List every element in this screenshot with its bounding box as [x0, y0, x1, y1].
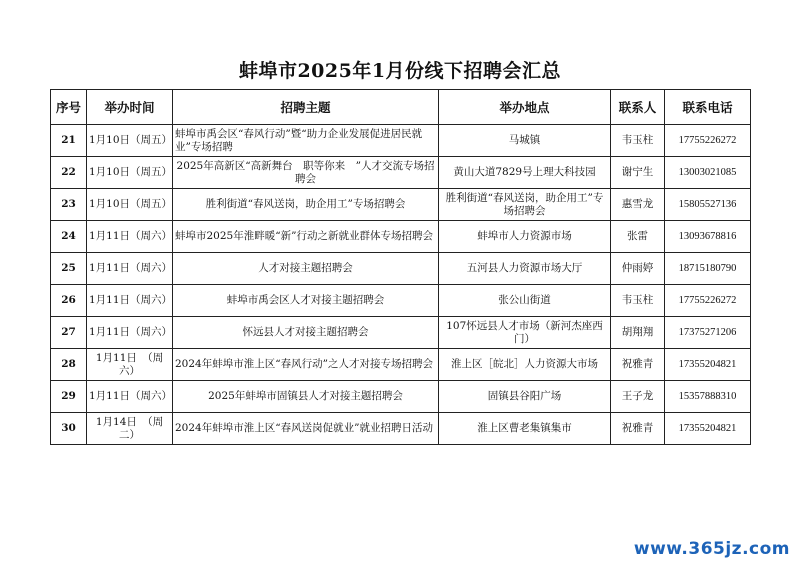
- row-date: 1月10日（周五）: [87, 125, 173, 157]
- row-contact: 仲雨婷: [611, 253, 665, 285]
- row-no: 28: [51, 349, 87, 381]
- row-topic: 2024年蚌埠市淮上区“春风送岗促就业”就业招聘日活动: [173, 413, 439, 445]
- row-date: 1月11日（周六）: [87, 381, 173, 413]
- row-phone: 17755226272: [665, 285, 751, 317]
- row-contact: 韦玉柱: [611, 125, 665, 157]
- header-date: 举办时间: [87, 90, 173, 125]
- table-row: [51, 349, 751, 381]
- row-date: 1月14日 （周二）: [87, 413, 173, 445]
- row-location: 固镇县谷阳广场: [439, 381, 611, 413]
- row-topic: 2024年蚌埠市淮上区“春风行动”之人才对接专场招聘会: [173, 349, 439, 381]
- table-row: [51, 317, 751, 349]
- table-row: [51, 285, 751, 317]
- row-location: 黄山大道7829号上理大科技园: [439, 157, 611, 189]
- row-topic: 怀远县人才对接主题招聘会: [173, 317, 439, 349]
- row-phone: 18715180790: [665, 253, 751, 285]
- row-contact: 谢宁生: [611, 157, 665, 189]
- job-fair-table: [50, 89, 751, 445]
- row-phone: 15805527136: [665, 189, 751, 221]
- row-phone: 17375271206: [665, 317, 751, 349]
- row-date: 1月10日（周五）: [87, 157, 173, 189]
- row-date: 1月11日（周六）: [87, 221, 173, 253]
- row-no: 24: [51, 221, 87, 253]
- header-phone: 联系电话: [665, 90, 751, 125]
- row-date: 1月11日（周六）: [87, 285, 173, 317]
- table-row: [51, 189, 751, 221]
- row-contact: 祝雅青: [611, 413, 665, 445]
- row-phone: 13093678816: [665, 221, 751, 253]
- row-no: 23: [51, 189, 87, 221]
- site-watermark: www.365jz.com: [633, 539, 790, 559]
- row-date: 1月11日（周六）: [87, 317, 173, 349]
- row-location: 张公山街道: [439, 285, 611, 317]
- row-date: 1月11日 （周六）: [87, 349, 173, 381]
- row-location: 五河县人力资源市场大厅: [439, 253, 611, 285]
- row-no: 30: [51, 413, 87, 445]
- row-no: 22: [51, 157, 87, 189]
- table-row: [51, 125, 751, 157]
- row-location: 淮上区曹老集镇集市: [439, 413, 611, 445]
- row-location: 淮上区［皖北］人力资源大市场: [439, 349, 611, 381]
- row-no: 27: [51, 317, 87, 349]
- row-no: 25: [51, 253, 87, 285]
- row-contact: 祝雅青: [611, 349, 665, 381]
- row-phone: 17355204821: [665, 349, 751, 381]
- table-row: [51, 221, 751, 253]
- header-row: [51, 90, 751, 125]
- table-row: [51, 253, 751, 285]
- row-phone: 17755226272: [665, 125, 751, 157]
- row-topic: 人才对接主题招聘会: [173, 253, 439, 285]
- row-topic: 蚌埠市禹会区“春风行动”暨“助力企业发展促进居民就业”专场招聘: [173, 125, 439, 157]
- table-row: [51, 381, 751, 413]
- row-contact: 胡翔翔: [611, 317, 665, 349]
- header-topic: 招聘主题: [173, 90, 439, 125]
- row-location: 107怀远县人才市场（新河杰座西门）: [439, 317, 611, 349]
- row-topic: 2025年蚌埠市固镇县人才对接主题招聘会: [173, 381, 439, 413]
- row-contact: 张雷: [611, 221, 665, 253]
- row-location: 胜利街道“春风送岗，助企用工”专场招聘会: [439, 189, 611, 221]
- row-phone: 13003021085: [665, 157, 751, 189]
- row-no: 21: [51, 125, 87, 157]
- header-location: 举办地点: [439, 90, 611, 125]
- page-title: 蚌埠市2025年1月份线下招聘会汇总: [238, 60, 562, 82]
- row-topic: 2025年高新区“高新舞台 职等你来 ”人才交流专场招聘会: [173, 157, 439, 189]
- header-no: 序号: [51, 90, 87, 125]
- header-contact: 联系人: [611, 90, 665, 125]
- row-topic: 蚌埠市禹会区人才对接主题招聘会: [173, 285, 439, 317]
- row-date: 1月11日（周六）: [87, 253, 173, 285]
- row-phone: 15357888310: [665, 381, 751, 413]
- row-location: 马城镇: [439, 125, 611, 157]
- table-row: [51, 157, 751, 189]
- row-no: 29: [51, 381, 87, 413]
- row-contact: 韦玉柱: [611, 285, 665, 317]
- row-phone: 17355204821: [665, 413, 751, 445]
- table-row: [51, 413, 751, 445]
- row-topic: 蚌埠市2025年淮畔暖“新”行动之新就业群体专场招聘会: [173, 221, 439, 253]
- row-contact: 王子龙: [611, 381, 665, 413]
- row-contact: 惠雪龙: [611, 189, 665, 221]
- row-location: 蚌埠市人力资源市场: [439, 221, 611, 253]
- row-no: 26: [51, 285, 87, 317]
- row-date: 1月10日（周五）: [87, 189, 173, 221]
- row-topic: 胜利街道“春风送岗，助企用工”专场招聘会: [173, 189, 439, 221]
